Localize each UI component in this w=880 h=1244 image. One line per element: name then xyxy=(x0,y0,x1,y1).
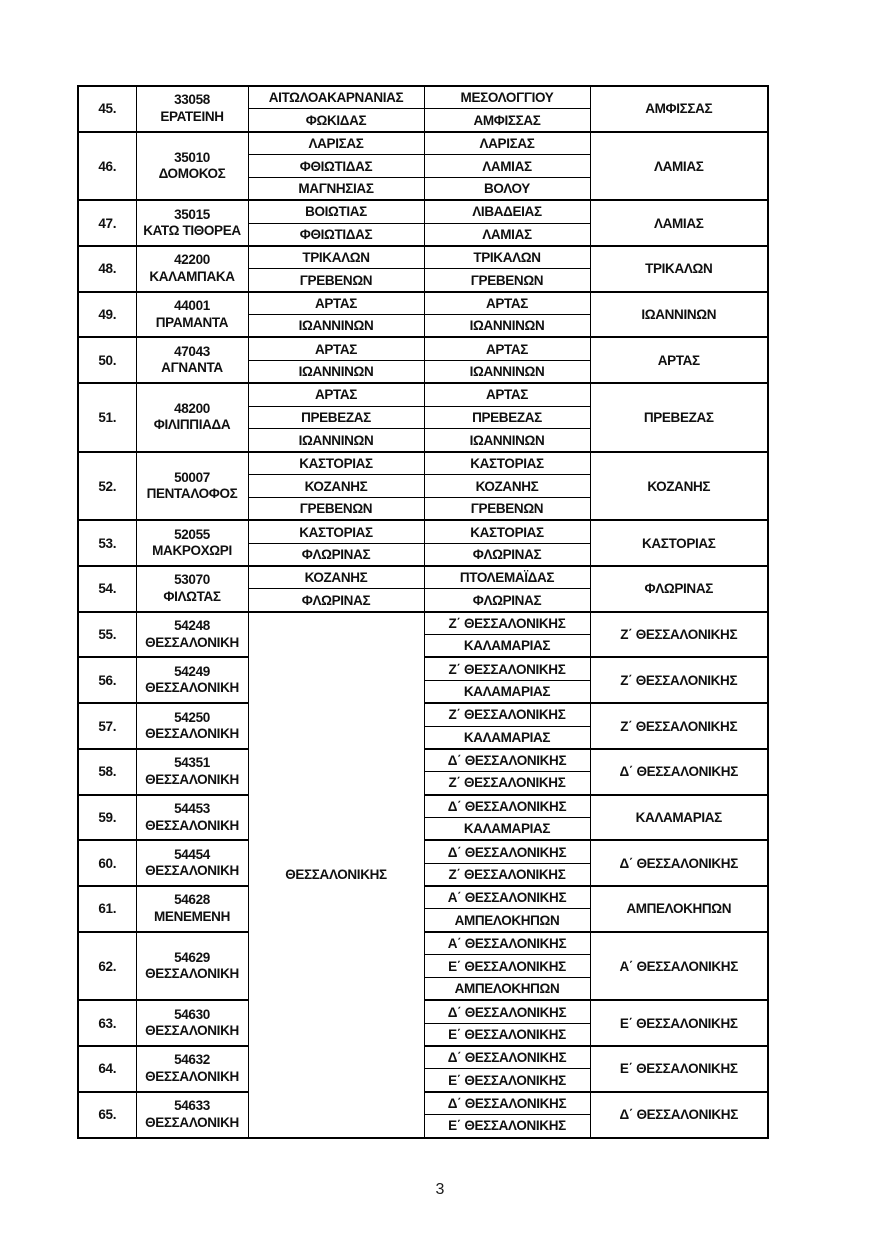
locality-name: ΘΕΣΣΑΛΟΝΙΚΗ xyxy=(145,1114,239,1130)
locality-name: ΦΙΛΙΠΠΙΑΔΑ xyxy=(153,417,231,433)
row-number-cell: 52. xyxy=(78,452,136,521)
merged-prefecture-cell: ΘΕΣΣΑΛΟΝΙΚΗΣ xyxy=(248,612,424,1138)
office-cell: ΑΜΦΙΣΣΑΣ xyxy=(590,86,768,132)
postal-code: 54632 xyxy=(174,1052,210,1068)
municipality-cell: ΚΑΣΤΟΡΙΑΣ xyxy=(424,452,590,475)
municipality-cell: Ζ΄ ΘΕΣΣΑΛΟΝΙΚΗΣ xyxy=(424,863,590,886)
postal-locality-cell xyxy=(136,703,248,749)
municipality-cell: ΛΑΜΙΑΣ xyxy=(424,223,590,246)
prefecture-cell: ΓΡΕΒΕΝΩΝ xyxy=(248,497,424,520)
row-number-cell: 64. xyxy=(78,1046,136,1092)
office-cell: Ζ΄ ΘΕΣΣΑΛΟΝΙΚΗΣ xyxy=(590,657,768,703)
municipality-cell: ΑΜΦΙΣΣΑΣ xyxy=(424,109,590,132)
postal-code: 35010 xyxy=(174,149,210,165)
postal-locality-cell xyxy=(136,886,248,932)
municipality-cell: ΑΜΠΕΛΟΚΗΠΩΝ xyxy=(424,909,590,932)
municipality-cell: ΚΑΛΑΜΑΡΙΑΣ xyxy=(424,680,590,703)
municipality-cell: Δ΄ ΘΕΣΣΑΛΟΝΙΚΗΣ xyxy=(424,1046,590,1069)
postal-code: 53070 xyxy=(174,572,210,588)
page-number: 3 xyxy=(435,1181,445,1198)
office-cell: ΙΩΑΝΝΙΝΩΝ xyxy=(590,292,768,338)
row-number-cell: 51. xyxy=(78,383,136,452)
postal-code-table xyxy=(77,85,769,1139)
prefecture-cell: ΦΛΩΡΙΝΑΣ xyxy=(248,543,424,566)
postal-locality-cell xyxy=(136,840,248,886)
postal-code: 54453 xyxy=(174,801,210,816)
municipality-cell: Ε΄ ΘΕΣΣΑΛΟΝΙΚΗΣ xyxy=(424,1023,590,1046)
prefecture-cell: ΑΡΤΑΣ xyxy=(248,383,424,406)
row-number-cell: 57. xyxy=(78,703,136,749)
municipality-cell: ΑΡΤΑΣ xyxy=(424,337,590,360)
prefecture-cell: ΚΟΖΑΝΗΣ xyxy=(248,475,424,498)
postal-locality-cell xyxy=(136,566,248,612)
postal-locality-cell xyxy=(136,292,248,338)
row-number-cell: 62. xyxy=(78,932,136,1001)
postal-code: 44001 xyxy=(174,298,210,314)
municipality-cell: Α΄ ΘΕΣΣΑΛΟΝΙΚΗΣ xyxy=(424,932,590,955)
municipality-cell: ΛΑΜΙΑΣ xyxy=(424,155,590,178)
prefecture-cell: ΚΑΣΤΟΡΙΑΣ xyxy=(248,520,424,543)
office-cell: Ε΄ ΘΕΣΣΑΛΟΝΙΚΗΣ xyxy=(590,1000,768,1046)
municipality-cell: ΛΑΡΙΣΑΣ xyxy=(424,132,590,155)
office-cell: Ε΄ ΘΕΣΣΑΛΟΝΙΚΗΣ xyxy=(590,1046,768,1092)
office-cell: Α΄ ΘΕΣΣΑΛΟΝΙΚΗΣ xyxy=(590,932,768,1001)
locality-name: ΑΓΝΑΝΤΑ xyxy=(161,360,223,376)
municipality-cell: ΑΡΤΑΣ xyxy=(424,292,590,315)
locality-name: ΘΕΣΣΑΛΟΝΙΚΗ xyxy=(145,863,239,879)
table-subrow xyxy=(78,520,768,543)
municipality-cell: Ε΄ ΘΕΣΣΑΛΟΝΙΚΗΣ xyxy=(424,955,590,978)
municipality-cell: ΓΡΕΒΕΝΩΝ xyxy=(424,497,590,520)
prefecture-cell: ΠΡΕΒΕΖΑΣ xyxy=(248,406,424,429)
locality-name: ΔΟΜΟΚΟΣ xyxy=(158,166,226,181)
municipality-cell: Δ΄ ΘΕΣΣΑΛΟΝΙΚΗΣ xyxy=(424,840,590,863)
postal-locality-cell xyxy=(136,1046,248,1092)
prefecture-cell: ΑΙΤΩΛΟΑΚΑΡΝΑΝΙΑΣ xyxy=(248,86,424,109)
office-cell: ΠΡΕΒΕΖΑΣ xyxy=(590,383,768,452)
locality-name: ΕΡΑΤΕΙΝΗ xyxy=(160,108,224,124)
postal-code: 54250 xyxy=(174,709,210,725)
municipality-cell: Ζ΄ ΘΕΣΣΑΛΟΝΙΚΗΣ xyxy=(424,772,590,795)
municipality-cell: ΙΩΑΝΝΙΝΩΝ xyxy=(424,429,590,452)
postal-locality-cell xyxy=(136,246,248,292)
office-cell: ΑΡΤΑΣ xyxy=(590,337,768,383)
municipality-cell: ΙΩΑΝΝΙΝΩΝ xyxy=(424,315,590,338)
row-number-cell: 65. xyxy=(78,1092,136,1138)
postal-locality-cell xyxy=(136,612,248,658)
prefecture-cell: ΤΡΙΚΑΛΩΝ xyxy=(248,246,424,269)
municipality-cell: ΓΡΕΒΕΝΩΝ xyxy=(424,269,590,292)
postal-locality-cell xyxy=(136,200,248,246)
locality-name: ΜΑΚΡΟΧΩΡΙ xyxy=(152,543,232,559)
municipality-cell: Δ΄ ΘΕΣΣΑΛΟΝΙΚΗΣ xyxy=(424,1092,590,1115)
municipality-cell: ΦΛΩΡΙΝΑΣ xyxy=(424,589,590,612)
municipality-cell: ΚΟΖΑΝΗΣ xyxy=(424,475,590,498)
table-body xyxy=(78,86,768,1138)
municipality-cell: ΒΟΛΟΥ xyxy=(424,177,590,200)
locality-name: ΘΕΣΣΑΛΟΝΙΚΗ xyxy=(145,817,239,833)
office-cell: ΚΟΖΑΝΗΣ xyxy=(590,452,768,521)
postal-locality-cell xyxy=(136,452,248,521)
prefecture-cell: ΓΡΕΒΕΝΩΝ xyxy=(248,269,424,292)
locality-name: ΦΙΛΩΤΑΣ xyxy=(163,588,221,604)
municipality-cell: Δ΄ ΘΕΣΣΑΛΟΝΙΚΗΣ xyxy=(424,1000,590,1023)
table-subrow xyxy=(78,452,768,475)
row-number-cell: 48. xyxy=(78,246,136,292)
row-number-cell: 58. xyxy=(78,749,136,795)
locality-name: ΘΕΣΣΑΛΟΝΙΚΗ xyxy=(145,1068,239,1084)
prefecture-cell: ΜΑΓΝΗΣΙΑΣ xyxy=(248,177,424,200)
municipality-cell: ΚΑΛΑΜΑΡΙΑΣ xyxy=(424,635,590,658)
locality-name: ΘΕΣΣΑΛΟΝΙΚΗ xyxy=(145,634,239,650)
prefecture-cell: ΙΩΑΝΝΙΝΩΝ xyxy=(248,360,424,383)
postal-code: 54249 xyxy=(174,663,210,679)
municipality-cell: Α΄ ΘΕΣΣΑΛΟΝΙΚΗΣ xyxy=(424,886,590,909)
postal-code: 42200 xyxy=(174,252,210,268)
postal-locality-cell xyxy=(136,657,248,703)
office-cell: Δ΄ ΘΕΣΣΑΛΟΝΙΚΗΣ xyxy=(590,749,768,795)
municipality-cell: ΙΩΑΝΝΙΝΩΝ xyxy=(424,360,590,383)
prefecture-cell: ΦΛΩΡΙΝΑΣ xyxy=(248,589,424,612)
postal-code: 47043 xyxy=(174,343,210,359)
table-subrow xyxy=(78,612,768,635)
prefecture-cell: ΦΘΙΩΤΙΔΑΣ xyxy=(248,155,424,178)
postal-code: 54248 xyxy=(174,618,210,634)
municipality-cell: Ε΄ ΘΕΣΣΑΛΟΝΙΚΗΣ xyxy=(424,1069,590,1092)
postal-code: 54629 xyxy=(174,949,210,965)
municipality-cell: ΑΡΤΑΣ xyxy=(424,383,590,406)
office-cell: Ζ΄ ΘΕΣΣΑΛΟΝΙΚΗΣ xyxy=(590,612,768,658)
municipality-cell: ΜΕΣΟΛΟΓΓΙΟΥ xyxy=(424,86,590,109)
locality-name: ΘΕΣΣΑΛΟΝΙΚΗ xyxy=(145,680,239,696)
prefecture-cell: ΑΡΤΑΣ xyxy=(248,292,424,315)
municipality-cell: ΚΑΛΑΜΑΡΙΑΣ xyxy=(424,818,590,841)
prefecture-cell: ΙΩΑΝΝΙΝΩΝ xyxy=(248,429,424,452)
locality-name: ΚΑΛΑΜΠΑΚΑ xyxy=(149,268,235,284)
postal-code: 35015 xyxy=(174,206,210,222)
municipality-cell: Ζ΄ ΘΕΣΣΑΛΟΝΙΚΗΣ xyxy=(424,612,590,635)
table-subrow xyxy=(78,337,768,360)
table-subrow xyxy=(78,200,768,223)
postal-code: 50007 xyxy=(174,469,210,485)
prefecture-cell: ΛΑΡΙΣΑΣ xyxy=(248,132,424,155)
office-cell: ΚΑΛΑΜΑΡΙΑΣ xyxy=(590,795,768,841)
locality-name: ΠΡΑΜΑΝΤΑ xyxy=(155,314,229,330)
municipality-cell: Δ΄ ΘΕΣΣΑΛΟΝΙΚΗΣ xyxy=(424,749,590,772)
office-cell: Δ΄ ΘΕΣΣΑΛΟΝΙΚΗΣ xyxy=(590,840,768,886)
prefecture-cell: ΦΘΙΩΤΙΔΑΣ xyxy=(248,223,424,246)
prefecture-cell: ΚΑΣΤΟΡΙΑΣ xyxy=(248,452,424,475)
prefecture-cell: ΚΟΖΑΝΗΣ xyxy=(248,566,424,589)
postal-code: 33058 xyxy=(174,92,210,108)
office-cell: ΛΑΜΙΑΣ xyxy=(590,132,768,201)
row-number-cell: 60. xyxy=(78,840,136,886)
postal-locality-cell xyxy=(136,1000,248,1046)
municipality-cell: Ζ΄ ΘΕΣΣΑΛΟΝΙΚΗΣ xyxy=(424,657,590,680)
postal-locality-cell xyxy=(136,520,248,566)
prefecture-cell: ΑΡΤΑΣ xyxy=(248,337,424,360)
postal-locality-cell xyxy=(136,795,248,841)
municipality-cell: ΛΙΒΑΔΕΙΑΣ xyxy=(424,200,590,223)
row-number-cell: 63. xyxy=(78,1000,136,1046)
postal-locality-cell xyxy=(136,749,248,795)
locality-name: ΘΕΣΣΑΛΟΝΙΚΗ xyxy=(145,966,239,982)
postal-locality-cell xyxy=(136,132,248,201)
row-number-cell: 45. xyxy=(78,86,136,132)
row-number-cell: 56. xyxy=(78,657,136,703)
postal-locality-cell xyxy=(136,86,248,132)
municipality-cell: ΠΤΟΛΕΜΑΪΔΑΣ xyxy=(424,566,590,589)
locality-name: ΠΕΝΤΑΛΟΦΟΣ xyxy=(146,486,238,502)
locality-name: ΘΕΣΣΑΛΟΝΙΚΗ xyxy=(145,771,239,787)
municipality-cell: Ε΄ ΘΕΣΣΑΛΟΝΙΚΗΣ xyxy=(424,1115,590,1138)
municipality-cell: ΤΡΙΚΑΛΩΝ xyxy=(424,246,590,269)
row-number-cell: 49. xyxy=(78,292,136,338)
table-subrow xyxy=(78,292,768,315)
office-cell: Δ΄ ΘΕΣΣΑΛΟΝΙΚΗΣ xyxy=(590,1092,768,1138)
municipality-cell: Δ΄ ΘΕΣΣΑΛΟΝΙΚΗΣ xyxy=(424,795,590,818)
prefecture-cell: ΒΟΙΩΤΙΑΣ xyxy=(248,200,424,223)
postal-code: 54628 xyxy=(174,892,210,908)
municipality-cell: ΚΑΣΤΟΡΙΑΣ xyxy=(424,520,590,543)
postal-code: 52055 xyxy=(174,526,210,542)
table-subrow xyxy=(78,86,768,109)
office-cell: Ζ΄ ΘΕΣΣΑΛΟΝΙΚΗΣ xyxy=(590,703,768,749)
office-cell: ΤΡΙΚΑΛΩΝ xyxy=(590,246,768,292)
postal-locality-cell xyxy=(136,383,248,452)
prefecture-cell: ΙΩΑΝΝΙΝΩΝ xyxy=(248,315,424,338)
locality-name: ΚΑΤΩ ΤΙΘΟΡΕΑ xyxy=(143,223,241,239)
row-number-cell: 54. xyxy=(78,566,136,612)
table-subrow xyxy=(78,246,768,269)
table-subrow xyxy=(78,383,768,406)
postal-code: 54351 xyxy=(174,755,210,771)
postal-code: 54633 xyxy=(174,1098,210,1114)
locality-name: ΘΕΣΣΑΛΟΝΙΚΗ xyxy=(145,1023,239,1039)
office-cell: ΛΑΜΙΑΣ xyxy=(590,200,768,246)
locality-name: ΘΕΣΣΑΛΟΝΙΚΗ xyxy=(145,726,239,742)
postal-locality-cell xyxy=(136,932,248,1001)
postal-code: 54630 xyxy=(174,1006,210,1022)
locality-name: ΜΕΝΕΜΕΝΗ xyxy=(154,908,230,924)
municipality-cell: ΦΛΩΡΙΝΑΣ xyxy=(424,543,590,566)
row-number-cell: 55. xyxy=(78,612,136,658)
postal-locality-cell xyxy=(136,1092,248,1138)
row-number-cell: 59. xyxy=(78,795,136,841)
municipality-cell: ΚΑΛΑΜΑΡΙΑΣ xyxy=(424,726,590,749)
municipality-cell: ΑΜΠΕΛΟΚΗΠΩΝ xyxy=(424,978,590,1001)
row-number-cell: 53. xyxy=(78,520,136,566)
postal-code: 54454 xyxy=(174,846,210,862)
row-number-cell: 61. xyxy=(78,886,136,932)
office-cell: ΦΛΩΡΙΝΑΣ xyxy=(590,566,768,612)
postal-locality-cell xyxy=(136,337,248,383)
table-subrow xyxy=(78,132,768,155)
row-number-cell: 50. xyxy=(78,337,136,383)
municipality-cell: Ζ΄ ΘΕΣΣΑΛΟΝΙΚΗΣ xyxy=(424,703,590,726)
row-number-cell: 46. xyxy=(78,132,136,201)
municipality-cell: ΠΡΕΒΕΖΑΣ xyxy=(424,406,590,429)
row-number-cell: 47. xyxy=(78,200,136,246)
office-cell: ΚΑΣΤΟΡΙΑΣ xyxy=(590,520,768,566)
office-cell: ΑΜΠΕΛΟΚΗΠΩΝ xyxy=(590,886,768,932)
prefecture-cell: ΦΩΚΙΔΑΣ xyxy=(248,109,424,132)
table-subrow xyxy=(78,566,768,589)
postal-code: 48200 xyxy=(174,400,210,416)
